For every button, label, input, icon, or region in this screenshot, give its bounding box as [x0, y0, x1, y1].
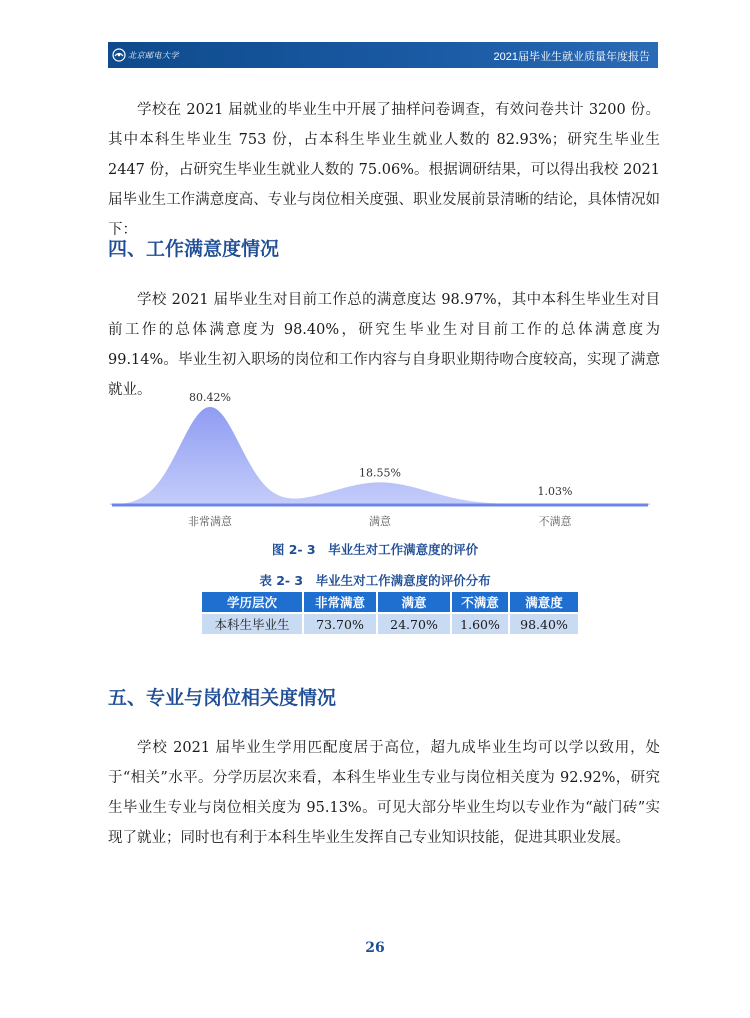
table-cell: 98.40% — [510, 614, 578, 634]
table-caption: 表 2- 3 毕业生对工作满意度的评价分布 — [259, 573, 491, 588]
table-header-cell: 满意 — [378, 592, 450, 612]
section-heading-satisfaction: 四、工作满意度情况 — [108, 238, 280, 260]
table-cell: 73.70% — [304, 614, 376, 634]
data-label: 18.55% — [359, 466, 401, 480]
satisfaction-distribution-table — [200, 590, 580, 636]
table-header-cell: 不满意 — [452, 592, 508, 612]
intro-paragraph: 学校在 2021 届就业的毕业生中开展了抽样问卷调查，有效问卷共计 3200 份。其中本科生毕业生 753 份，占本科生毕业生就业人数的 82.93%；研究生毕业生 2447 份，占研究生毕业生就业人数的 75.06%。根据调研结果，可以得出我校 2021 届毕业生工作满意度高、专业与岗位相关度强、职业发展前景清晰的结论，具体情况如下： — [108, 102, 660, 238]
university-logo — [108, 42, 180, 68]
report-title: 2021届毕业生就业质量年度报告 — [493, 51, 650, 63]
table-cell: 本科生毕业生 — [202, 614, 302, 634]
page-number: 26 — [365, 940, 385, 956]
relevance-paragraph: 学校 2021 届毕业生学用匹配度居于高位，超九成毕业生均可以学以致用，处于“相关”水平。分学历层次来看，本科生毕业生专业与岗位相关度为 92.92%，研究生毕业生专业与岗位相关度为 95.13%。可见大部分毕业生均以专业作为“敲门砖”实现了就业；同时也有利于本科生毕业生发挥自己专业知识技能，促进其职业发展。 — [108, 740, 660, 846]
university-emblem-icon — [112, 48, 126, 62]
section-heading-relevance: 五、专业与岗位相关度情况 — [108, 687, 337, 709]
table-header-cell: 满意度 — [510, 592, 578, 612]
category-label: 满意 — [369, 515, 391, 528]
data-label: 80.42% — [189, 390, 231, 404]
category-label: 非常满意 — [188, 515, 232, 528]
data-label: 1.03% — [537, 485, 573, 498]
category-label: 不满意 — [538, 515, 572, 528]
table-header-row — [202, 592, 578, 612]
table-cell: 24.70% — [378, 614, 450, 634]
page-header — [108, 42, 658, 68]
table-header-cell: 学历层次 — [202, 592, 302, 612]
satisfaction-paragraph: 学校 2021 届毕业生对目前工作总的满意度达 98.97%，其中本科生毕业生对目前工作的总体满意度为 98.40%，研究生毕业生对目前工作的总体满意度为 99.14%。毕业生初入职场的岗位和工作内容与自身职业期待吻合度较高，实现了满意就业。 — [108, 292, 660, 398]
table-header-cell: 非常满意 — [304, 592, 376, 612]
logo-text: 北京邮电大学 — [128, 50, 179, 60]
figure-caption: 图 2- 3 毕业生对工作满意度的评价 — [271, 542, 479, 557]
table-row — [202, 614, 578, 634]
satisfaction-chart — [110, 380, 650, 530]
table-cell: 1.60% — [452, 614, 508, 634]
